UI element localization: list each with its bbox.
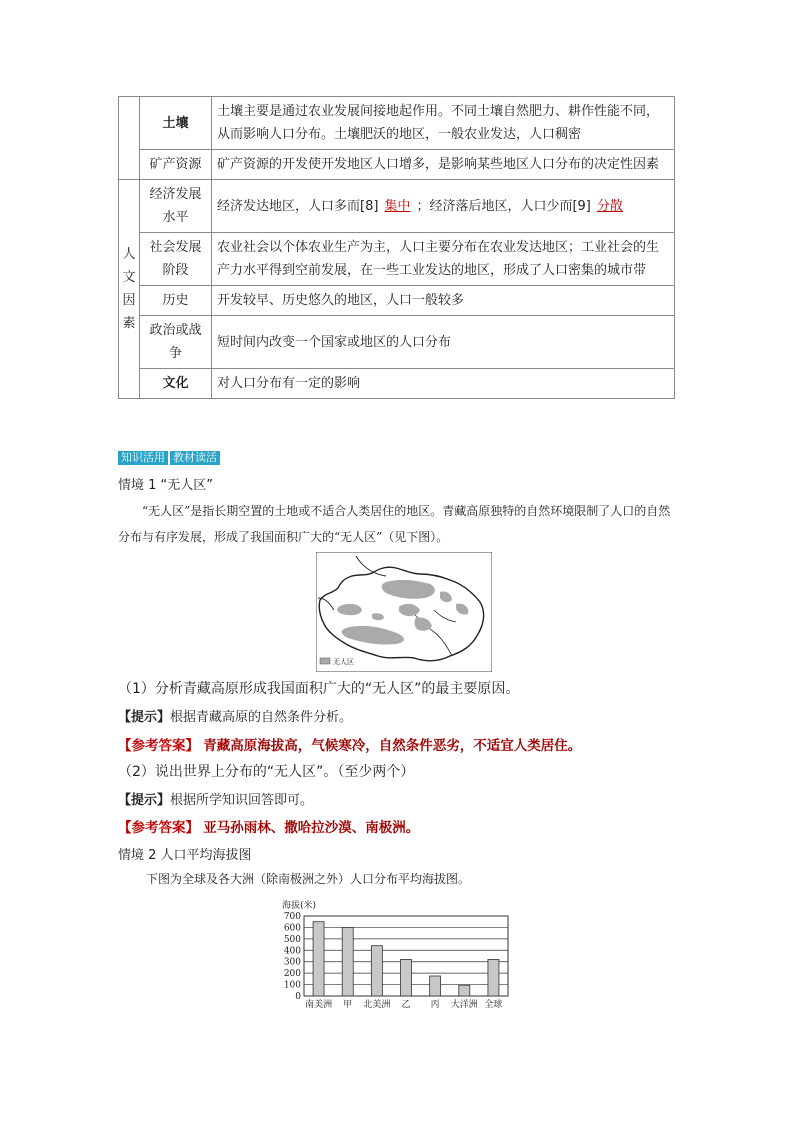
y-tick-label: 400 [283,946,301,957]
answer-text: 亚马孙雨林、撒哈拉沙漠、南极洲。 [203,820,420,836]
tag-textbook-read: 教材读活 [170,451,220,465]
hint-label: 【提示】 [118,793,171,808]
legend-swatch [320,658,330,664]
section-tags [118,451,220,465]
hint-2 [118,789,313,808]
desc-text: ；经济落后地区，人口少而[9] [416,198,591,214]
x-tick-label: 大洋洲 [450,1000,478,1010]
blank-answer-9: 分散 [596,198,623,214]
x-tick-label: 乙 [401,1000,411,1010]
bar [401,959,412,996]
bar [342,927,353,996]
factor-desc: 开发较早、历史悠久的地区，人口一般较多 [212,286,675,316]
table-row [119,316,675,369]
y-axis-label: 海拔(米) [282,901,317,911]
factor-desc [212,180,675,233]
bar [459,985,470,996]
map-legend-label: 无人区 [333,658,354,666]
hint-text: 根据所学知识回答即可。 [170,793,314,808]
hint-label: 【提示】 [118,710,171,725]
elevation-bar-chart [268,896,518,1014]
table-row [119,150,675,180]
scenario1-title: 情境 1 “无人区” [118,478,214,493]
factor-desc: 农业社会以个体农业生产为主，人口主要分布在农业发达地区；工业社会的生产力水平得到空前发展，在一些工业发达的地区，形成了人口密集的城市带 [212,233,675,286]
y-tick-label: 0 [295,992,301,1002]
factor-desc: 对人口分布有一定的影响 [212,369,675,399]
category-cell-natural [119,97,140,180]
answer-label: 【参考答案】 [118,820,199,836]
bar [488,959,499,996]
blank-answer-8: 集中 [384,198,411,214]
answer-1 [118,734,581,754]
question-1: （1）分析青藏高原形成我国面积广大的“无人区”的最主要原因。 [118,681,520,697]
x-tick-label: 甲 [343,1000,353,1010]
hint-text: 根据青藏高原的自然条件分析。 [170,710,353,725]
answer-2 [118,816,419,836]
scenario2-title: 情境 2 人口平均海拔图 [118,848,252,863]
category-cell-human: 人 文 因 素 [119,180,140,399]
tag-knowledge-use: 知识活用 [118,451,168,465]
bar [430,976,441,996]
factor-name: 文化 [140,369,212,399]
desc-text: 经济发达地区，人口多而[8] [217,198,379,214]
y-tick-label: 200 [283,969,301,980]
x-tick-label: 南美洲 [305,1000,333,1010]
y-tick-label: 700 [283,912,301,922]
table-row [119,180,675,233]
question-2: （2）说出世界上分布的“无人区”。（至少两个） [118,764,415,780]
factor-desc: 土壤主要是通过农业发展间接地起作用。不同土壤自然肥力、耕作性能不同，从而影响人口分布。土壤肥沃的地区，一般农业发达，人口稠密 [212,97,675,150]
table-row [119,369,675,399]
table-row [119,286,675,316]
factor-name: 经济发展水平 [140,180,212,233]
factor-name: 社会发展阶段 [140,233,212,286]
factor-name: 土壤 [140,97,212,150]
y-tick-label: 500 [283,934,301,945]
factor-name: 矿产资源 [140,150,212,180]
table-row [119,97,675,150]
y-tick-label: 300 [283,957,301,968]
tibet-plateau-map [316,552,492,672]
y-tick-label: 600 [283,923,301,934]
table-row [119,233,675,286]
answer-text: 青藏高原海拔高，气候寒冷，自然条件恶劣，不适宜人类居住。 [203,738,582,754]
factor-name: 政治或战争 [140,316,212,369]
x-tick-label: 北美洲 [363,1000,391,1010]
hint-1 [118,706,352,725]
bar [313,922,324,996]
x-tick-label: 丙 [430,1000,440,1010]
bar [371,946,382,996]
x-tick-label: 全球 [484,1000,503,1010]
factor-name: 历史 [140,286,212,316]
scenario1-intro: “无人区”是指长期空置的土地或不适合人类居住的地区。青藏高原独特的自然环境限制了人口的自然分布与有序发展，形成了我国面积广大的“无人区”（见下图）。 [118,504,671,544]
y-tick-label: 100 [283,980,301,991]
scenario2-intro: 下图为全球及各大洲（除南极洲之外）人口分布平均海拔图。 [146,872,471,886]
factors-table [118,96,675,399]
answer-label: 【参考答案】 [118,738,199,754]
factor-desc: 短时间内改变一个国家或地区的人口分布 [212,316,675,369]
factor-desc: 矿产资源的开发使开发地区人口增多，是影响某些地区人口分布的决定性因素 [212,150,675,180]
